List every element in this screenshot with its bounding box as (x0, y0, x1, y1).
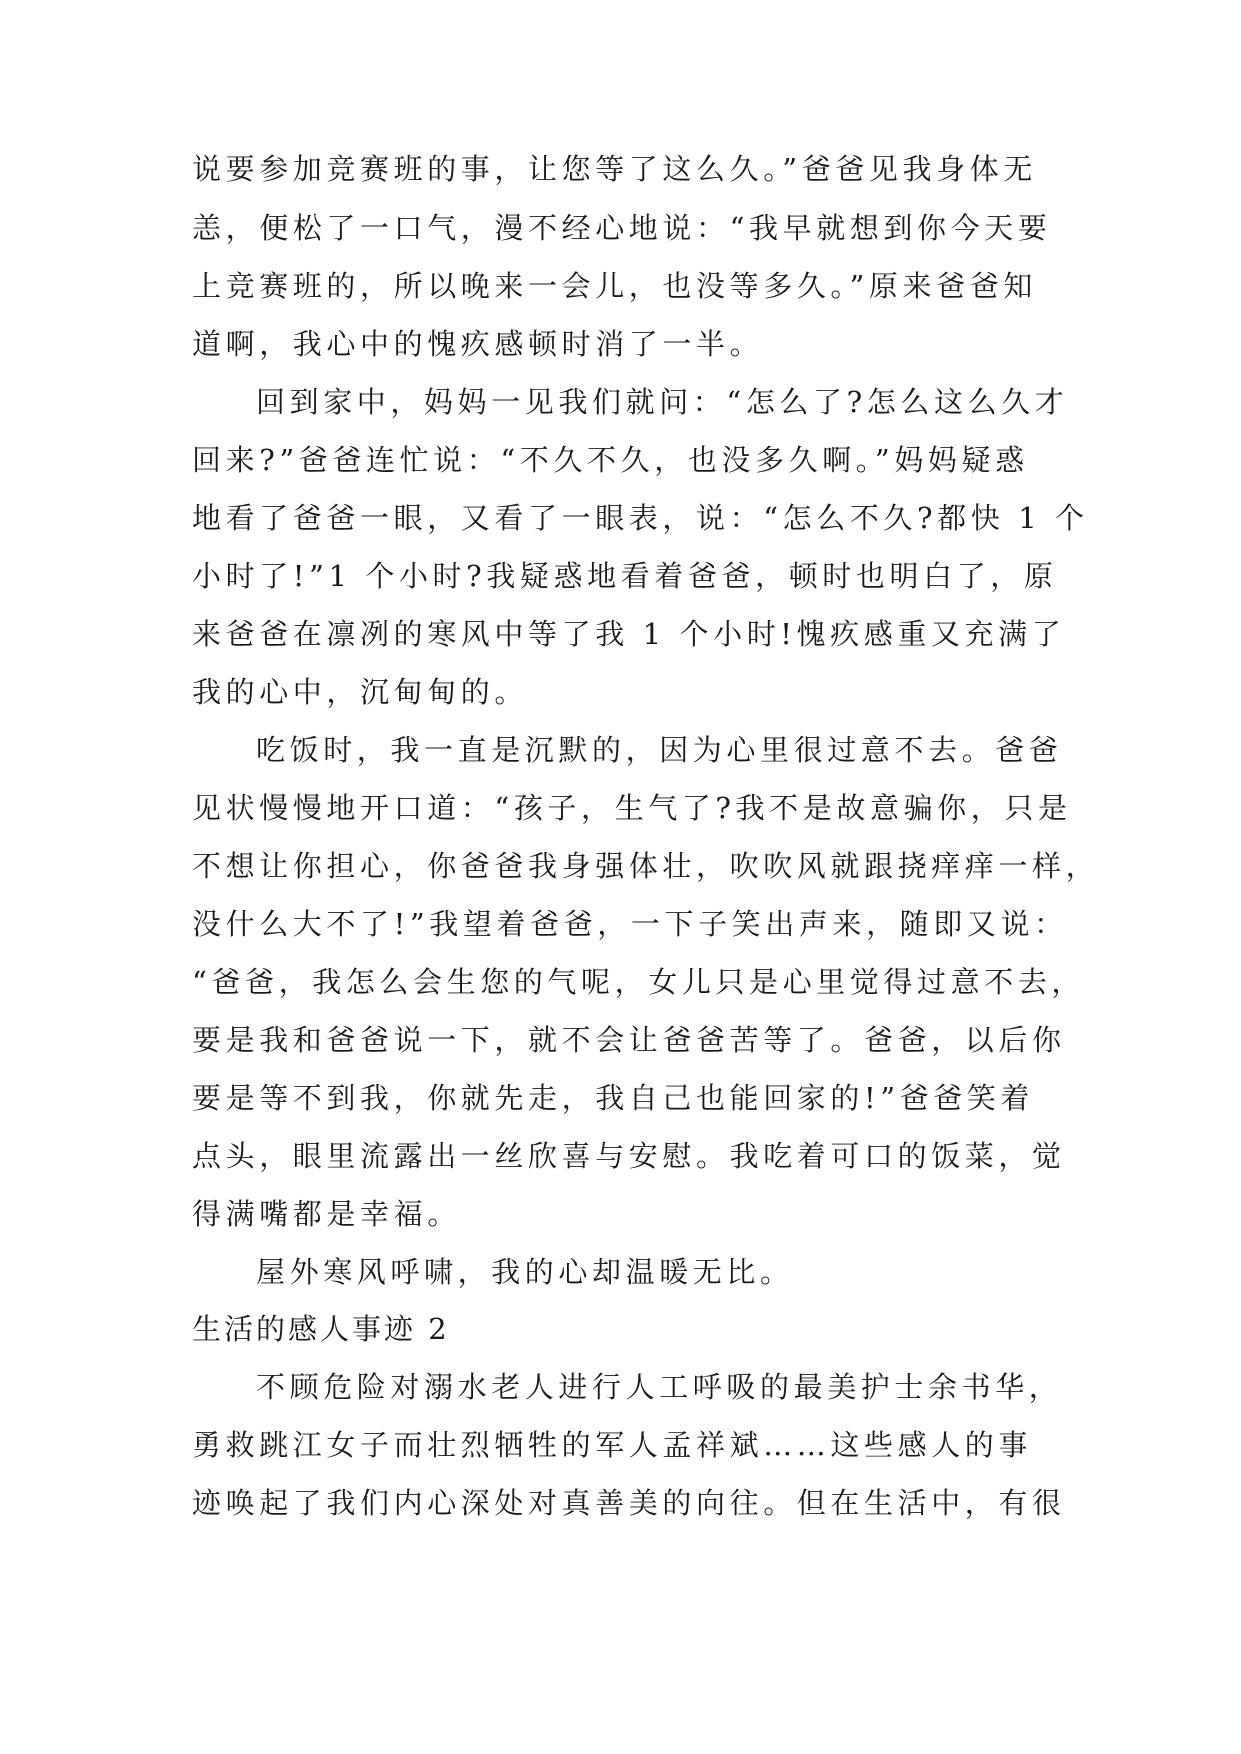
text-line: 见状慢慢地开口道：“孩子，生气了?我不是故意骗你，只是 (192, 791, 1072, 825)
text-line: 回来?”爸爸连忙说：“不久不久，也没多久啊。”妈妈疑惑 (192, 443, 1029, 477)
text-line: 我的心中，沉甸甸的。 (192, 675, 529, 709)
text-line: 迹唤起了我们内心深处对真善美的向往。但在生活中，有很 (192, 1486, 1066, 1520)
paragraph-first-line: 屋外寒风呼啸，我的心却温暖无比。 (256, 1255, 794, 1289)
text-line: 要是我和爸爸说一下，就不会让爸爸苦等了。爸爸，以后你 (192, 1023, 1066, 1057)
paragraph-first-line: 不顾危险对溺水老人进行人工呼吸的最美护士余书华， (256, 1370, 1063, 1404)
text-line: 说要参加竞赛班的事，让您等了这么久。”爸爸见我身体无 (192, 152, 1037, 186)
text-line: 要是等不到我，你就先走，我自己也能回家的!”爸爸笑着 (192, 1081, 1035, 1115)
text-line: 小时了!”1 个小时?我疑惑地看着爸爸，顿时也明白了，原 (192, 559, 1058, 593)
text-line: 道啊，我心中的愧疚感顿时消了一半。 (192, 327, 764, 361)
section-heading: 生活的感人事迹 2 (192, 1312, 450, 1346)
text-line: 上竞赛班的，所以晚来一会儿，也没等多久。”原来爸爸知 (192, 269, 1037, 303)
paragraph-first-line: 吃饭时，我一直是沉默的，因为心里很过意不去。爸爸 (256, 733, 1063, 767)
paragraph-first-line: 回到家中，妈妈一见我们就问：“怎么了?怎么这么久才 (256, 385, 1069, 419)
text-line: 来爸爸在凛冽的寒风中等了我 1 个小时!愧疚感重又充满了 (192, 617, 1066, 651)
text-line: 恙，便松了一口气，漫不经心地说：“我早就想到你今天要 (192, 211, 1052, 245)
text-line: 没什么大不了!”我望着爸爸，一下子笑出声来，随即又说： (192, 907, 1068, 941)
text-line: 得满嘴都是幸福。 (192, 1197, 461, 1231)
text-line: 点头，眼里流露出一丝欣喜与安慰。我吃着可口的饭菜，觉 (192, 1139, 1066, 1173)
text-line: “爸爸，我怎么会生您的气呢，女儿只是心里觉得过意不去， (192, 965, 1086, 999)
text-line: 不想让你担心，你爸爸我身强体壮，吹吹风就跟挠痒痒一样， (192, 849, 1100, 883)
text-line: 勇救跳江女子而壮烈牺牲的军人孟祥斌……这些感人的事 (192, 1428, 1033, 1462)
text-line: 地看了爸爸一眼，又看了一眼表，说：“怎么不久?都快 1 个 (192, 501, 1089, 535)
